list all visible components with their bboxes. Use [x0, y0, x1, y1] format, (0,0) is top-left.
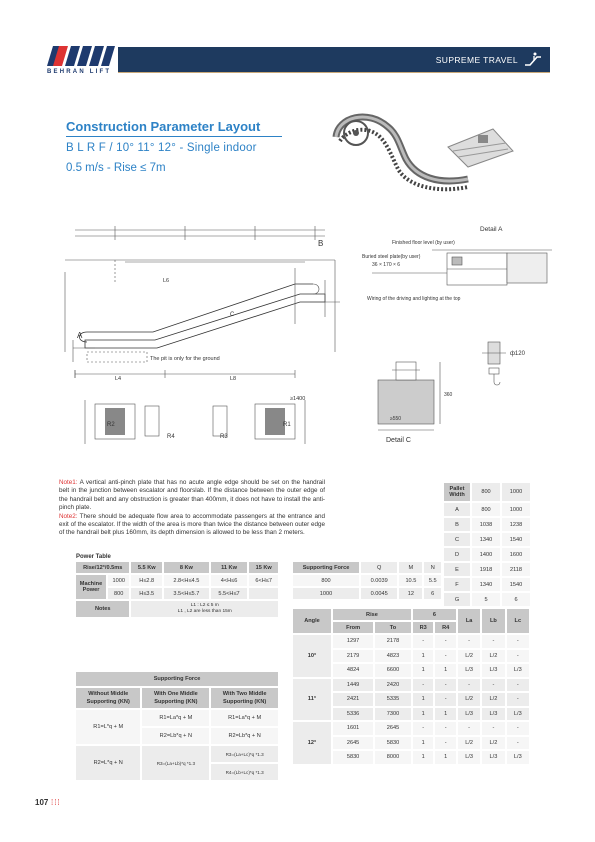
power-col-5-5: 5.5 Kw [131, 562, 162, 573]
angle-table-cell: - [507, 722, 529, 735]
angle-table-cell: 1 [435, 751, 456, 764]
angle-table-cell: - [482, 635, 504, 648]
angle-table-cell: L/3 [507, 751, 529, 764]
detail-a-title: Detail A [480, 226, 503, 233]
power-cell: 3.5<H≤5.7 [164, 588, 209, 599]
force-col-header: Without Middle Supporting (KN) [76, 688, 140, 708]
note-1: Note1: A vertical anti-pinch plate that has no acute angle edge should be set on the handrail belt in the junction between escalator and floorslab. If the distance between the outer edge of the handrail belt and any obstruction is greater than 400mm, it does not have to install the anti-pinch plate. [59, 479, 325, 512]
pallet-cell: 1400 [472, 548, 500, 561]
angle-table-cell: - [507, 650, 529, 663]
power-notes-cell [131, 601, 278, 617]
page-number: 107 [35, 798, 49, 807]
finished-floor-label: Finished floor level (by user) [392, 240, 455, 246]
angle-cell: 10° [293, 635, 331, 677]
angle-table-cell: - [482, 679, 504, 692]
plate-size-label: 36 × 170 × 6 [372, 262, 401, 268]
angle-table-cell: L/2 [458, 737, 480, 750]
support-cell: 10.5 [399, 575, 422, 586]
angle-table-cell: 1449 [333, 679, 373, 692]
machine-power-label: Machine Power [76, 575, 106, 599]
label-l4: L4 [115, 376, 122, 382]
power-col-8: 8 Kw [164, 562, 209, 573]
escalator-3d-illustration [328, 107, 518, 195]
pallet-cell: 5 [472, 593, 500, 606]
label-c: C [230, 312, 235, 318]
pallet-cell: 1600 [502, 548, 530, 561]
pallet-cell: 1238 [502, 518, 530, 531]
angle-table-cell: 5336 [333, 708, 373, 721]
pallet-cell: 800 [472, 503, 500, 516]
support-cell: 12 [399, 588, 422, 599]
pallet-width-table [442, 481, 532, 608]
angle-table-cell: - [507, 737, 529, 750]
angle-table-cell: L/3 [458, 751, 480, 764]
force-cell: R1=L*q + M [76, 710, 140, 744]
angle-table-cell: 2420 [375, 679, 411, 692]
section-title: SUPREME TRAVEL [435, 55, 518, 65]
label-r1: R1 [283, 422, 291, 428]
force-col-header: With Two Middle Supporting (KN) [211, 688, 278, 708]
title-underline [66, 136, 282, 137]
label-l8: L8 [230, 376, 237, 382]
r4-header: R4 [435, 622, 456, 633]
force-cell: R2=L*q + N [76, 746, 140, 780]
force-cell: R2=Lb*q + N [142, 728, 209, 744]
pallet-cell: 1038 [472, 518, 500, 531]
support-cell: 800 [293, 575, 359, 586]
pallet-cell: 1340 [472, 578, 500, 591]
pallet-cell: A [444, 503, 470, 516]
pit-note: The pit is only for the ground [150, 356, 220, 362]
angle-table-cell: - [435, 635, 456, 648]
angle-table-cell: 1297 [333, 635, 373, 648]
power-cell: H≤2.8 [131, 575, 162, 586]
label-a: A [77, 331, 83, 340]
behran-lift-logo [47, 46, 115, 66]
angle-table-cell: L/3 [507, 664, 529, 677]
pallet-row [444, 548, 530, 561]
force-cell: R3=(La+Lc)*q *1.3 [211, 746, 278, 762]
support-cell: 5.5 [424, 575, 441, 586]
logo-subtitle: BEHRAN LIFT [47, 69, 112, 75]
angle-table-cell: 5830 [333, 751, 373, 764]
label-r4: R4 [167, 434, 175, 440]
pallet-1000-header: 1000 [502, 483, 530, 501]
power-table [74, 560, 280, 619]
power-cell: 1000 [108, 575, 129, 586]
note-2: Note2: There should be adequate flow area to accommodate passengers at the entrance and exit of the escalator. If the width of the area is more than twice the distance between outer edge of the handrail belt plus 160mm, its depth dimension is allowed to be less than 2 meters. [59, 512, 325, 537]
support-cell: 1000 [293, 588, 359, 599]
angle-rise-table [291, 607, 531, 766]
angle-table-cell: 2178 [375, 635, 411, 648]
pallet-cell: E [444, 563, 470, 576]
support-cell: 0.0039 [361, 575, 397, 586]
rise-header: Rise [333, 609, 411, 620]
pallet-row [444, 503, 530, 516]
angle-table-cell: 4824 [333, 664, 373, 677]
angle-cell: 12° [293, 722, 331, 764]
power-cell: 800 [108, 588, 129, 599]
angle-table-cell: 1 [413, 737, 434, 750]
angle-header: Angle [293, 609, 331, 633]
angle-table-cell: 1 [435, 664, 456, 677]
support-cell: 6 [424, 588, 441, 599]
power-cell [249, 588, 278, 599]
angle-table-cell: - [435, 722, 456, 735]
page-number-dots: ⁞⁞⁞ [51, 798, 61, 807]
angle-table-cell: - [435, 737, 456, 750]
angle-table-cell: - [458, 635, 480, 648]
angle-table-cell: 2179 [333, 650, 373, 663]
angle-table-cell: 1 [413, 693, 434, 706]
angle-table-cell: L/2 [482, 737, 504, 750]
supporting-force-formula-table [74, 670, 280, 782]
dim-1400: ≥1400 [290, 396, 306, 402]
angle-table-cell: L/3 [482, 664, 504, 677]
angle-table-cell: 2645 [333, 737, 373, 750]
escalator-icon [524, 52, 542, 67]
angle-table-cell: 1 [435, 708, 456, 721]
power-col-15: 15 Kw [249, 562, 278, 573]
pallet-cell: C [444, 533, 470, 546]
force-cell: R2=Lb*q + N [211, 728, 278, 744]
pallet-800-header: 800 [472, 483, 500, 501]
to-header: To [375, 622, 411, 633]
angle-table-cell: - [507, 635, 529, 648]
power-note-line: L1 , L2 are less than 15m [177, 609, 232, 614]
pallet-row [444, 518, 530, 531]
power-cell: 2.8<H≤4.5 [164, 575, 209, 586]
support-col-header: M [399, 562, 422, 573]
pallet-cell: 2118 [502, 563, 530, 576]
power-table-title: Power Table [76, 554, 111, 560]
angle-table-cell: - [482, 722, 504, 735]
six-header: 6 [413, 609, 456, 620]
header-rule [118, 72, 550, 73]
angle-table-cell: - [458, 722, 480, 735]
angle-table-cell: - [458, 679, 480, 692]
escalator-layout-drawing [55, 212, 345, 462]
pallet-cell: 1918 [472, 563, 500, 576]
pallet-row [444, 578, 530, 591]
power-note-line: L1 : L2 ≤ 5 m [190, 603, 219, 608]
angle-table-cell: - [413, 635, 434, 648]
angle-table-cell: - [507, 693, 529, 706]
lc-header: Lc [507, 609, 529, 633]
angle-table-cell: L/2 [458, 693, 480, 706]
angle-table-cell: 1 [413, 664, 434, 677]
dim-360: 360 [444, 392, 453, 398]
angle-table-cell: L/3 [482, 708, 504, 721]
angle-table-cell: 4823 [375, 650, 411, 663]
angle-table-cell: 5335 [375, 693, 411, 706]
label-b: B [318, 239, 324, 248]
power-cell: 6<H≤7 [249, 575, 278, 586]
angle-row [293, 635, 529, 648]
pallet-cell: F [444, 578, 470, 591]
angle-table-cell: L/3 [482, 751, 504, 764]
notes-block [59, 479, 325, 538]
angle-table-cell: L/2 [482, 693, 504, 706]
pallet-cell: B [444, 518, 470, 531]
force-title: Supporting Force [76, 672, 278, 686]
detail-a-drawing [352, 225, 552, 310]
page-subtitle-2: 0.5 m/s - Rise ≤ 7m [66, 162, 166, 174]
angle-table-cell: - [435, 679, 456, 692]
force-cell: R4=(Lb+Lc)*q *1.3 [211, 764, 278, 780]
angle-table-cell: 5830 [375, 737, 411, 750]
power-cell: H≤3.5 [131, 588, 162, 599]
dim-120: ф120 [510, 351, 525, 357]
support-cell: 0.0045 [361, 588, 397, 599]
power-col-rise: Rise/12°/0.5ms [76, 562, 129, 573]
label-l6: L6 [163, 278, 170, 284]
pallet-row [444, 593, 530, 606]
detail-c-drawing [368, 358, 468, 448]
angle-table-cell: 1 [413, 650, 434, 663]
angle-table-cell: - [435, 650, 456, 663]
power-col-11: 11 Kw [211, 562, 248, 573]
dim-550: ≥550 [390, 416, 402, 422]
power-cell: 5.5<H≤7 [211, 588, 248, 599]
pallet-cell: 1540 [502, 578, 530, 591]
angle-table-cell: 1 [413, 708, 434, 721]
angle-table-cell: L/3 [458, 664, 480, 677]
bracket-detail-drawing [482, 338, 542, 388]
power-notes-label: Notes [76, 601, 129, 617]
angle-table-cell: L/3 [458, 708, 480, 721]
angle-table-cell: L/2 [482, 650, 504, 663]
force-col-header: With One Middle Supporting (KN) [142, 688, 209, 708]
wiring-label: Wiring of the driving and lighting at the top [367, 296, 461, 302]
pallet-cell: 1000 [502, 503, 530, 516]
pallet-cell: 6 [502, 593, 530, 606]
pallet-cell: 1540 [502, 533, 530, 546]
pallet-cell: G [444, 593, 470, 606]
lb-header: Lb [482, 609, 504, 633]
pallet-cell: 1340 [472, 533, 500, 546]
angle-table-cell: - [413, 679, 434, 692]
detail-c-title: Detail C [386, 437, 411, 444]
angle-table-cell: 6600 [375, 664, 411, 677]
r3-header: R3 [413, 622, 434, 633]
support-col-header: Q [361, 562, 397, 573]
angle-row [293, 679, 529, 692]
page-title: Construction Parameter Layout [66, 119, 261, 134]
pallet-row [444, 533, 530, 546]
label-r2: R2 [107, 422, 115, 428]
angle-cell: 11° [293, 679, 331, 721]
angle-table-cell: 1601 [333, 722, 373, 735]
pallet-width-header: Pallet Width [444, 483, 470, 501]
force-cell: R1=La*q + M [211, 710, 278, 726]
angle-table-cell: L/2 [458, 650, 480, 663]
label-r3: R3 [220, 434, 228, 440]
angle-table-cell: - [413, 722, 434, 735]
force-cell: R1=La*q + M [142, 710, 209, 726]
support-col-header: Supporting Force [293, 562, 359, 573]
page-subtitle: B L R F / 10° 11° 12° - Single indoor [66, 142, 257, 154]
angle-table-cell: L/3 [507, 708, 529, 721]
angle-table-cell: 2421 [333, 693, 373, 706]
force-cell: R3=(La+Lb)*q *1.3 [142, 746, 209, 780]
angle-table-cell: 7300 [375, 708, 411, 721]
angle-table-cell: - [435, 693, 456, 706]
pallet-cell: D [444, 548, 470, 561]
header-band [118, 47, 550, 72]
angle-row [293, 722, 529, 735]
from-header: From [333, 622, 373, 633]
buried-plate-label: Buried steel plate(by user) [362, 254, 421, 260]
angle-table-cell: 8000 [375, 751, 411, 764]
pallet-row [444, 563, 530, 576]
la-header: La [458, 609, 480, 633]
angle-table-cell: 2645 [375, 722, 411, 735]
support-col-header: N [424, 562, 441, 573]
power-cell: 4<H≤6 [211, 575, 248, 586]
angle-table-cell: 1 [413, 751, 434, 764]
supporting-force-table [291, 560, 443, 601]
angle-table-cell: - [507, 679, 529, 692]
